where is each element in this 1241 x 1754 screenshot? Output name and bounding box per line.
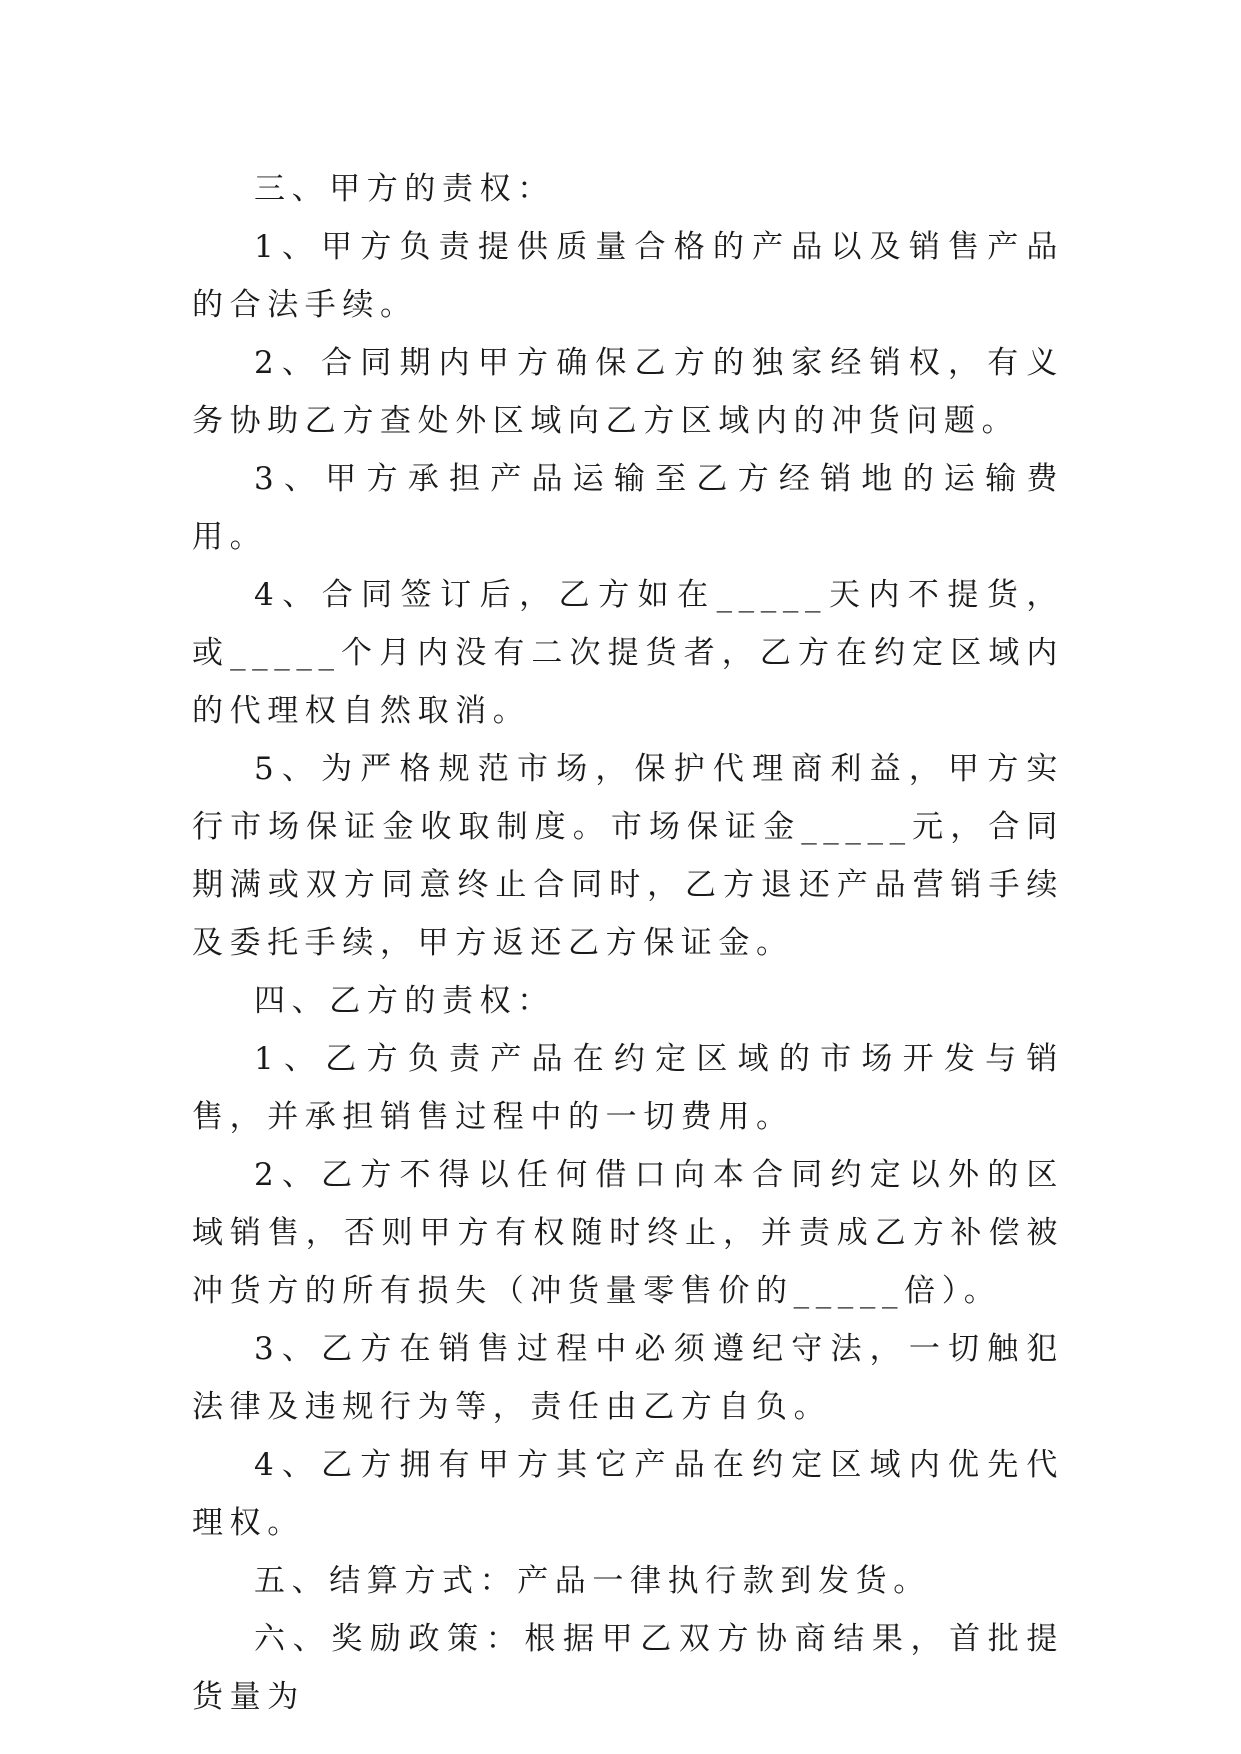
section-heading-party-a-duties: 三、甲方的责权：: [254, 171, 555, 207]
contract-text: [192, 160, 1064, 1726]
clause-a2-exclusive-rights: 2、合同期内甲方确保乙方的独家经销权，有义务协助乙方查处外区域向乙方区域内的冲货问题。: [192, 345, 1064, 439]
section-settlement-method: 五、结算方式：产品一律执行款到发货。: [254, 1563, 931, 1599]
section-heading-party-b-duties: 四、乙方的责权：: [254, 983, 555, 1019]
clause-a4-pickup-deadline: 4、合同签订后，乙方如在_____天内不提货，或_____个月内没有二次提货者，乙方在约定区域内的代理权自然取消。: [192, 577, 1064, 729]
clause-b2-territory-restriction: 2、乙方不得以任何借口向本合同约定以外的区域销售，否则甲方有权随时终止，并责成乙方补偿被冲货方的所有损失（冲货量零售价的_____倍）。: [192, 1157, 1064, 1309]
clause-a5-market-deposit: 5、为严格规范市场，保护代理商利益，甲方实行市场保证金收取制度。市场保证金_____元，合同期满或双方同意终止合同时，乙方退还产品营销手续及委托手续，甲方返还乙方保证金。: [192, 751, 1064, 961]
clause-a3-transport-costs: 3、甲方承担产品运输至乙方经销地的运输费用。: [192, 461, 1064, 555]
section-reward-policy: 六、奖励政策：根据甲乙双方协商结果，首批提货量为: [192, 1621, 1064, 1715]
clause-b4-priority-agency: 4、乙方拥有甲方其它产品在约定区域内优先代理权。: [192, 1447, 1064, 1541]
clause-b1-market-development: 1、乙方负责产品在约定区域的市场开发与销售，并承担销售过程中的一切费用。: [192, 1041, 1064, 1135]
clause-a1-quality-products: 1、甲方负责提供质量合格的产品以及销售产品的合法手续。: [192, 229, 1064, 323]
clause-b3-legal-compliance: 3、乙方在销售过程中必须遵纪守法，一切触犯法律及违规行为等，责任由乙方自负。: [192, 1331, 1064, 1425]
